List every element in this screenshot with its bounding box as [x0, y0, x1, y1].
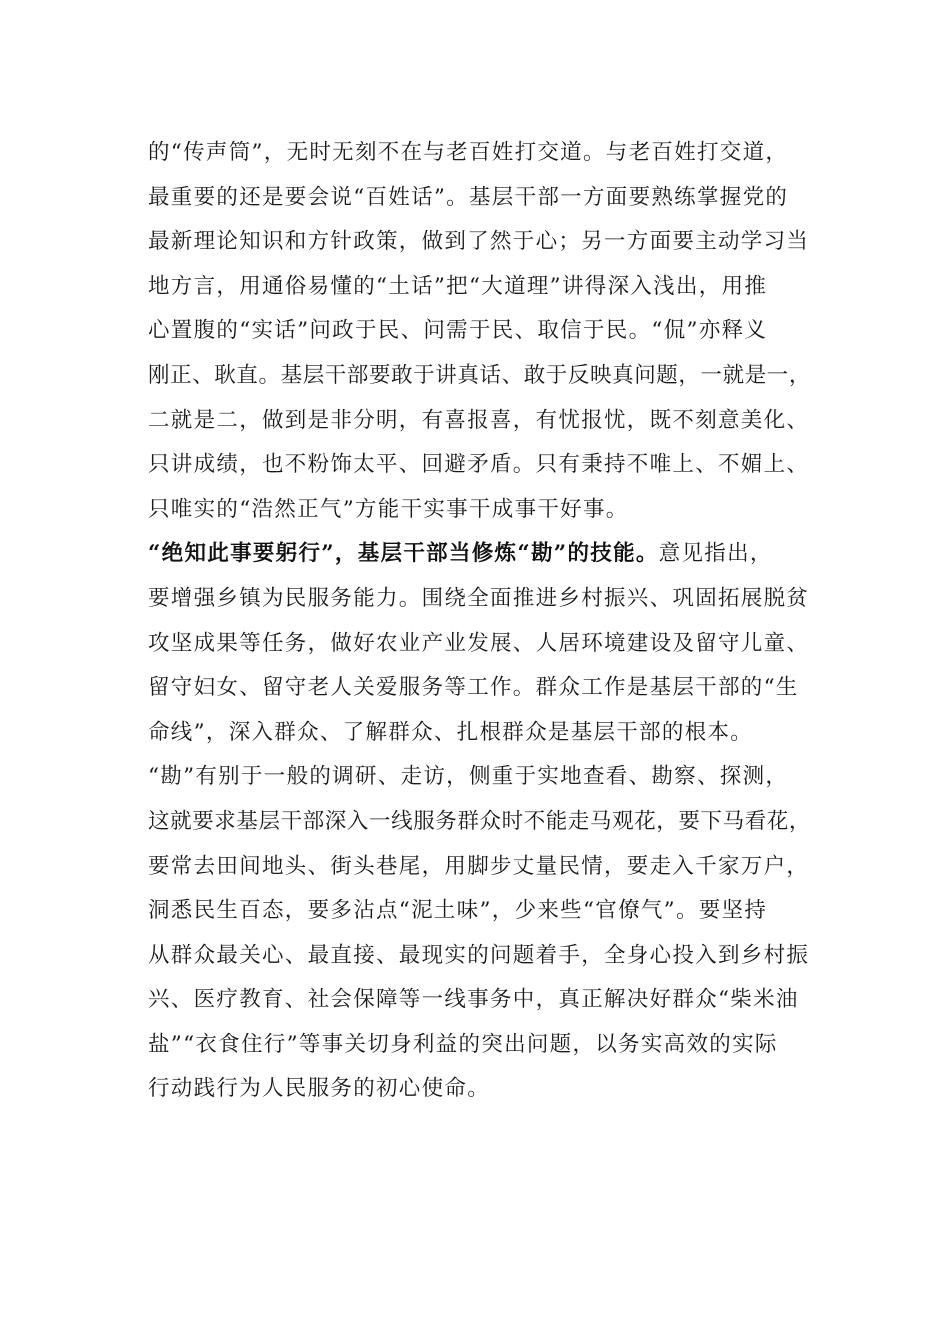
text-line: 只唯实的“浩然正气”方能干实事干成事干好事。	[148, 496, 629, 522]
text-line: 洞悉民生百态，要多沾点“泥土味”，少来些“官僚气”。要坚持	[148, 898, 768, 924]
text-line: 最新理论知识和方针政策，做到了然于心；另一方面要主动学习当	[148, 229, 810, 255]
text-line: 行动践行为人民服务的初心使命。	[148, 1076, 491, 1102]
text-line: 二就是二，做到是非分明，有喜报喜，有忧报忧，既不刻意美化、	[148, 407, 810, 433]
section-heading-tail: 意见指出，	[658, 541, 773, 567]
text-line: 这就要求基层干部深入一线服务群众时不能走马观花，要下马看花，	[148, 808, 812, 834]
text-line: 刚正、耿直。基层干部要敢于讲真话、敢于反映真问题，一就是一，	[148, 362, 812, 388]
text-line: 的“传声筒”，无时无刻不在与老百姓打交道。与老百姓打交道，	[148, 140, 789, 165]
text-line: 从群众最关心、最直接、最现实的问题着手，全身心投入到乡村振	[148, 942, 810, 968]
text-line: 地方言，用通俗易懂的“土话”把“大道理”讲得深入浅出，用推	[148, 273, 768, 299]
document-body	[148, 131, 818, 1112]
text-line: 最重要的还是要会说“百姓话”。基层干部一方面要熟练掌握党的	[148, 184, 789, 210]
section-heading-line	[148, 532, 818, 577]
text-line: 攻坚成果等任务，做好农业产业发展、人居环境建设及留守儿童、	[148, 630, 810, 656]
text-line: 留守妇女、留守老人关爱服务等工作。群众工作是基层干部的“生	[148, 675, 799, 701]
section-heading: “绝知此事要躬行”，基层干部当修炼“勘”的技能。	[148, 541, 659, 567]
text-line: 心置腹的“实话”问政于民、问需于民、取信于民。“侃”亦释义	[148, 318, 768, 344]
text-line: 盐”“衣食住行”等事关切身利益的突出问题，以务实高效的实际	[148, 1031, 778, 1057]
text-line: 只讲成绩，也不粉饰太平、回避矛盾。只有秉持不唯上、不媚上、	[148, 452, 810, 478]
text-line: 要增强乡镇为民服务能力。围绕全面推进乡村振兴、巩固拓展脱贫	[148, 585, 810, 611]
text-line: “勘”有别于一般的调研、走访，侧重于实地查看、勘察、探测，	[148, 764, 789, 790]
text-line: 命线”，深入群众、了解群众、扎根群众是基层干部的根本。	[148, 719, 754, 745]
text-line: 要常去田间地头、街头巷尾，用脚步丈量民情，要走入千家万户，	[148, 853, 810, 879]
text-line: 兴、医疗教育、社会保障等一线事务中，真正解决好群众“柴米油	[148, 987, 799, 1013]
